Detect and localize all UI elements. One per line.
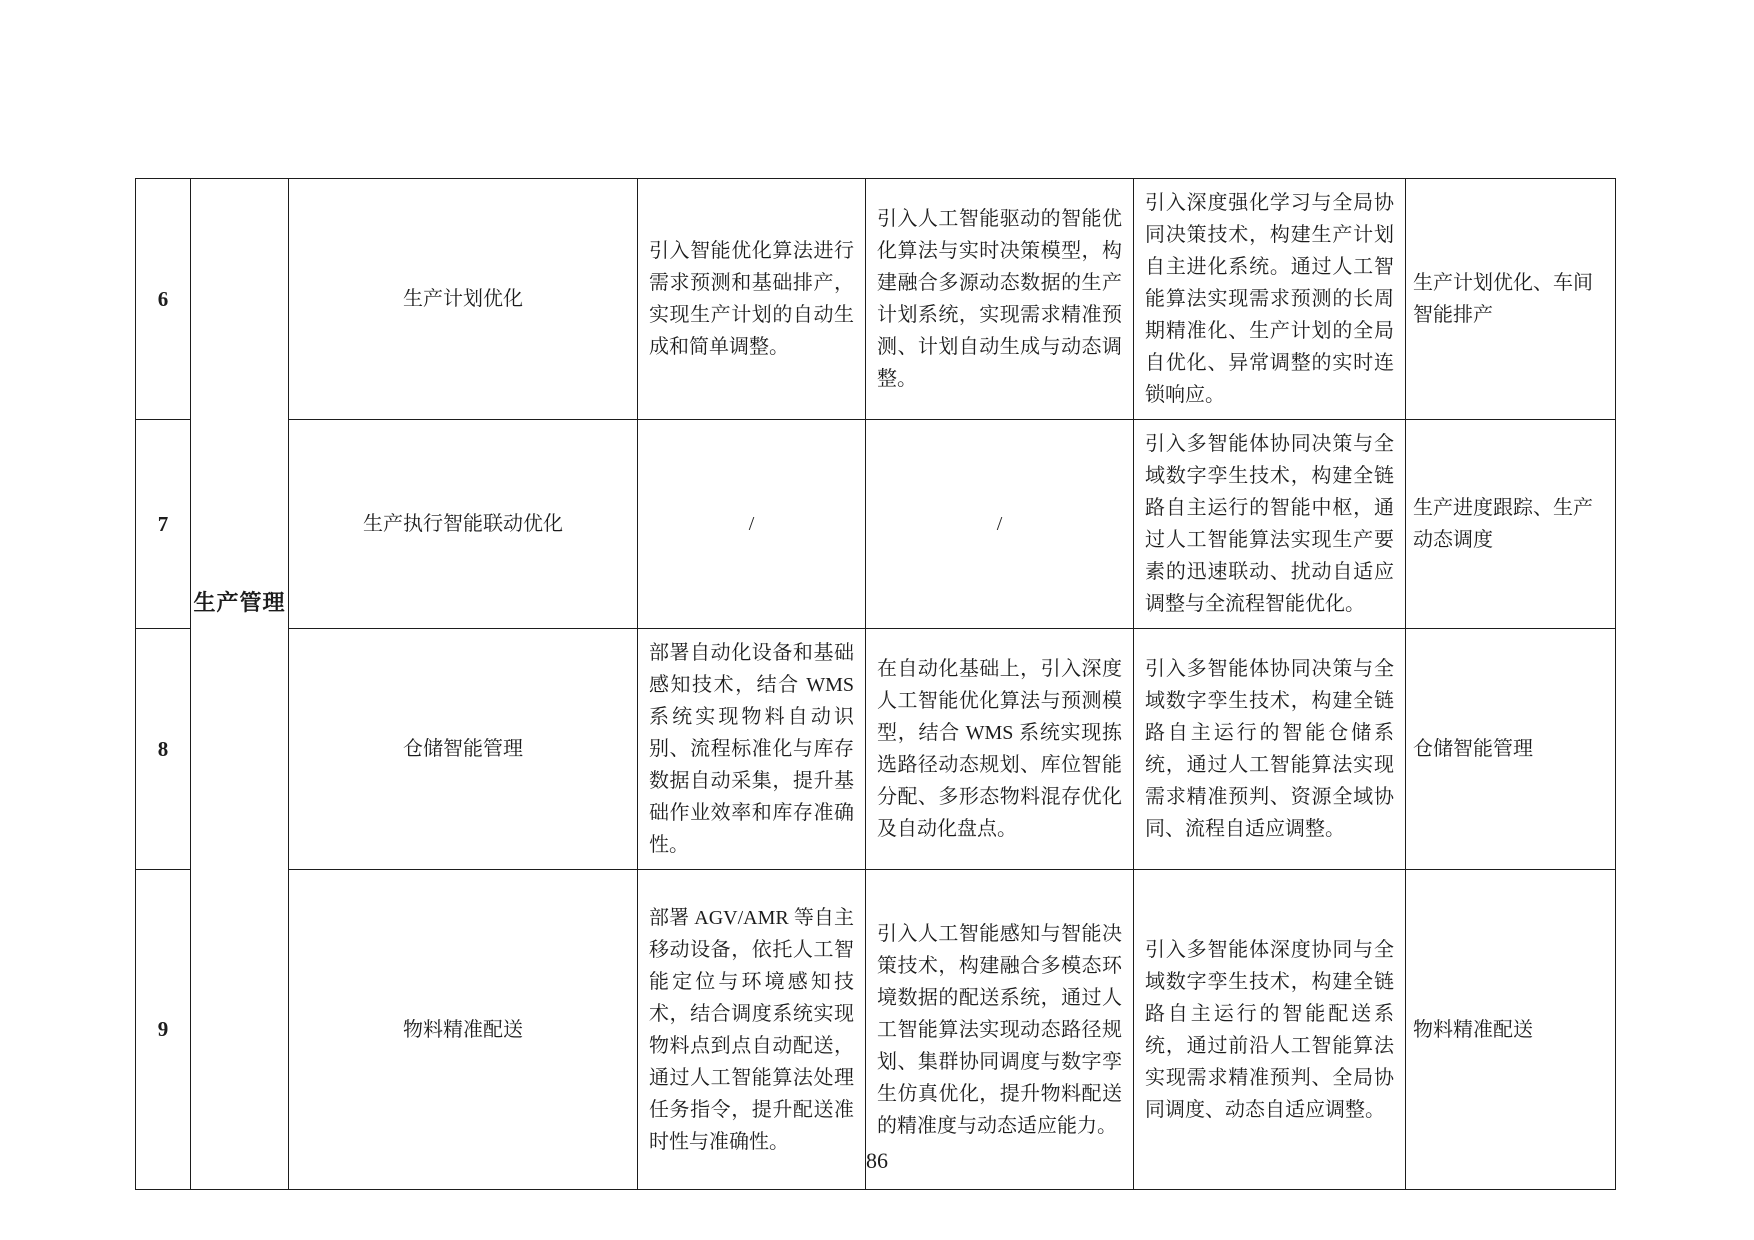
related-items: 生产计划优化、车间智能排产 xyxy=(1406,179,1616,420)
level1-description: 引入智能优化算法进行需求预测和基础排产，实现生产计划的自动生成和简单调整。 xyxy=(638,179,866,420)
category-label: 生产管理 xyxy=(193,589,286,615)
row-number: 8 xyxy=(136,629,191,870)
level2-description: / xyxy=(866,420,1134,629)
level3-description: 引入多智能体深度协同与全域数字孪生技术，构建全链路自主运行的智能配送系统，通过前沿人工智能算法实现需求精准预判、全局协同调度、动态自适应调整。 xyxy=(1134,870,1406,1190)
related-items: 生产进度跟踪、生产动态调度 xyxy=(1406,420,1616,629)
task-name: 生产执行智能联动优化 xyxy=(289,420,638,629)
related-items: 物料精准配送 xyxy=(1406,870,1616,1190)
level3-description: 引入深度强化学习与全局协同决策技术，构建生产计划自主进化系统。通过人工智能算法实现需求预测的长周期精准化、生产计划的全局自优化、异常调整的实时连锁响应。 xyxy=(1134,179,1406,420)
level1-description: 部署自动化设备和基础感知技术，结合 WMS 系统实现物料自动识别、流程标准化与库存数据自动采集，提升基础作业效率和库存准确性。 xyxy=(638,629,866,870)
row-number: 6 xyxy=(136,179,191,420)
table-row xyxy=(136,179,1616,420)
table-row xyxy=(136,420,1616,629)
level2-description: 在自动化基础上，引入深度人工智能优化算法与预测模型，结合 WMS 系统实现拣选路径动态规划、库位智能分配、多形态物料混存优化及自动化盘点。 xyxy=(866,629,1134,870)
level3-description: 引入多智能体协同决策与全域数字孪生技术，构建全链路自主运行的智能中枢，通过人工智能算法实现生产要素的迅速联动、扰动自适应调整与全流程智能优化。 xyxy=(1134,420,1406,629)
row-number: 7 xyxy=(136,420,191,629)
task-name: 仓储智能管理 xyxy=(289,629,638,870)
level1-description: / xyxy=(638,420,866,629)
level3-description: 引入多智能体协同决策与全域数字孪生技术，构建全链路自主运行的智能仓储系统，通过人工智能算法实现需求精准预判、资源全域协同、流程自适应调整。 xyxy=(1134,629,1406,870)
task-name: 生产计划优化 xyxy=(289,179,638,420)
related-items: 仓储智能管理 xyxy=(1406,629,1616,870)
level2-description: 引入人工智能感知与智能决策技术，构建融合多模态环境数据的配送系统，通过人工智能算法实现动态路径规划、集群协同调度与数字孪生仿真优化，提升物料配送的精准度与动态适应能力。 xyxy=(866,870,1134,1190)
table-row xyxy=(136,629,1616,870)
task-name: 物料精准配送 xyxy=(289,870,638,1190)
page-number: 86 xyxy=(866,1148,888,1173)
level2-description: 引入人工智能驱动的智能优化算法与实时决策模型，构建融合多源动态数据的生产计划系统，实现需求精准预测、计划自动生成与动态调整。 xyxy=(866,179,1134,420)
scenario-table xyxy=(135,178,1616,1190)
row-number: 9 xyxy=(136,870,191,1190)
table-row xyxy=(136,870,1616,1190)
level1-description: 部署 AGV/AMR 等自主移动设备，依托人工智能定位与环境感知技术，结合调度系统实现物料点到点自动配送，通过人工智能算法处理任务指令，提升配送准时性与准确性。 xyxy=(638,870,866,1190)
category-cell xyxy=(191,179,289,1190)
